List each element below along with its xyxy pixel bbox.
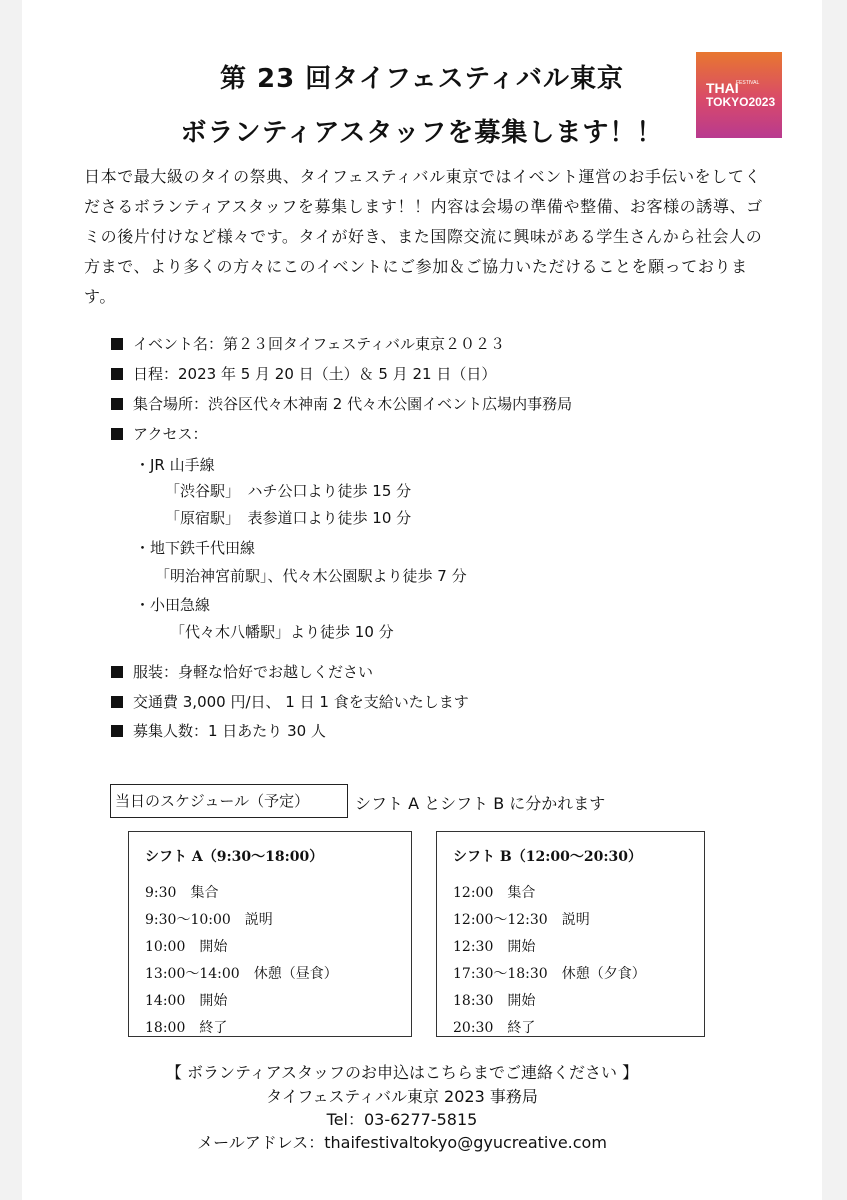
bullet-square-icon (111, 428, 123, 440)
intro-paragraph: 日本で最大級のタイの祭典、タイフェスティバル東京ではイベント運営のお手伝いをしてくださるボランティアスタッフを募集します！！内容は会場の準備や整備、お客様の誘導、ゴミの後片付けなど様々です。タイが好き、また国際交流に興味がある学生さんから社会人の方まで、より多くの方々にこのイベントにご参加＆ご協力いただけることを願っております。 (84, 167, 763, 306)
shift-a-row: 18:00 終了 (145, 1020, 228, 1036)
bullet-square-icon (111, 696, 123, 708)
footer-tel: Tel：03-6277-5815 (326, 1110, 478, 1129)
shift-b-box (436, 831, 705, 1037)
shift-a-row: 9:30 集合 (145, 885, 219, 901)
title-line-1: 第 23 回タイフェスティバル東京 (219, 64, 625, 94)
shift-b-row: 17:30〜18:30 休憩（夕食） (453, 966, 646, 982)
detail-event-name: イベント名：第２３回タイフェスティバル東京２０２３ (111, 334, 505, 354)
shift-a-row: 14:00 開始 (145, 993, 228, 1009)
bullet-square-icon (111, 368, 123, 380)
footer-contact-heading: 【 ボランティアスタッフのお申込はこちらまでご連絡ください 】 (165, 1063, 639, 1082)
shift-b-row: 18:30 開始 (453, 993, 536, 1009)
bullet-square-icon (111, 398, 123, 410)
logo-city-year: TOKYO2023 (706, 95, 776, 109)
title-line-2: ボランティアスタッフを募集します！！ (180, 118, 664, 148)
shift-a-row: 9:30〜10:00 説明 (145, 912, 273, 928)
shift-a-box (128, 831, 412, 1037)
access-meiji-jingumae: 「明治神宮前駅」、代々木公園駅より徒歩 7 分 (155, 567, 467, 585)
schedule-label: 当日のスケジュール（予定） (110, 784, 348, 818)
shift-b-row: 20:30 終了 (453, 1020, 536, 1036)
access-shibuya: 「渋谷駅」 ハチ公口より徒歩 15 分 (165, 482, 412, 500)
bullet-square-icon (111, 338, 123, 350)
access-yoyogi-hachiman: 「代々木八幡駅」より徒歩 10 分 (170, 623, 394, 641)
detail-dress: 服装：身軽な恰好でお越しください (111, 662, 373, 682)
detail-headcount: 募集人数：1 日あたり 30 人 (111, 721, 326, 741)
detail-date: 日程：2023 年 5 月 20 日（土）＆ 5 月 21 日（日） (111, 364, 496, 384)
shift-a-header: シフト A（9:30〜18:00） (145, 849, 324, 865)
bullet-square-icon (111, 725, 123, 737)
access-chiyoda-line: ・地下鉄千代田線 (135, 539, 256, 557)
logo-word: THAI (706, 80, 739, 96)
footer-office: タイフェスティバル東京 2023 事務局 (266, 1087, 538, 1106)
shift-b-row: 12:00〜12:30 説明 (453, 912, 590, 928)
thai-festival-logo (696, 52, 782, 138)
schedule-note: シフト A とシフト B に分かれます (355, 794, 606, 813)
flyer-page (22, 0, 822, 1200)
bullet-square-icon (111, 666, 123, 678)
shift-a-row: 13:00〜14:00 休憩（昼食） (145, 966, 338, 982)
detail-venue: 集合場所：渋谷区代々木神南 2 代々木公園イベント広場内事務局 (111, 394, 572, 414)
shift-b-row: 12:00 集合 (453, 885, 536, 901)
shift-b-row: 12:30 開始 (453, 939, 536, 955)
detail-access: アクセス： (111, 424, 208, 444)
access-jr-line: ・JR 山手線 (135, 456, 215, 474)
logo-festival: FESTIVAL (736, 80, 760, 86)
shift-a-row: 10:00 開始 (145, 939, 228, 955)
access-odakyu-line: ・小田急線 (135, 596, 211, 614)
footer-email: メールアドレス：thaifestivaltokyo@gyucreative.com (197, 1133, 607, 1152)
shift-b-header: シフト B（12:00〜20:30） (453, 849, 642, 865)
access-harajuku: 「原宿駅」 表参道口より徒歩 10 分 (165, 509, 412, 527)
detail-transport: 交通費 3,000 円/日、 1 日 1 食を支給いたします (111, 692, 469, 712)
